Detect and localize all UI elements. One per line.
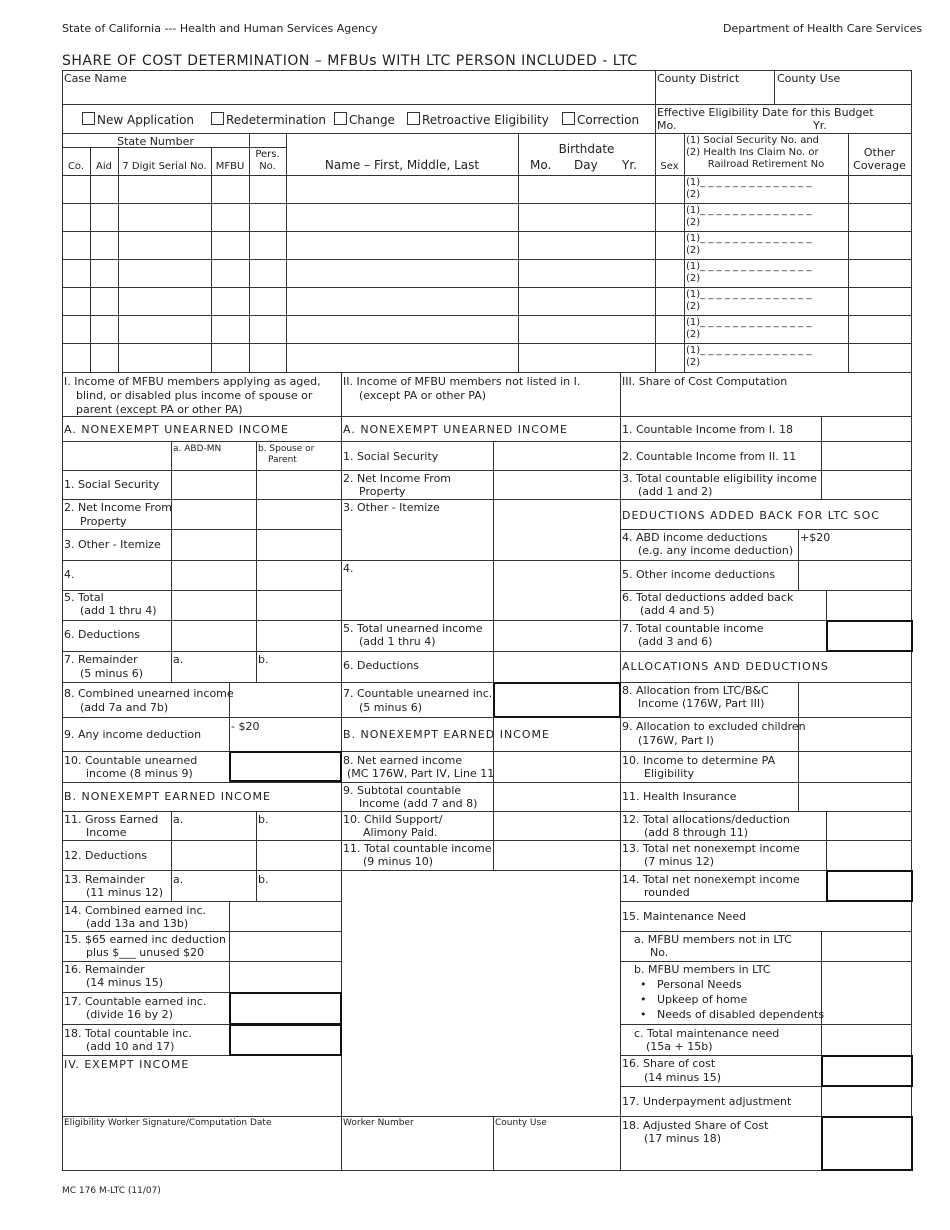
sec2-line-6: 6. Deductions [343,659,420,672]
checkbox-change[interactable] [334,112,395,127]
form-title: SHARE OF COST DETERMINATION – MFBUs WITH LTC PERSON INCLUDED - LTC [62,53,638,69]
sec1-line-11b: Income [86,826,127,839]
sec3-line-12b: (add 8 through 11) [644,826,748,839]
total-box-I-18[interactable] [229,1024,342,1056]
sec2-line-8: 8. Net earned income [343,754,463,767]
sec3-line-12: 12. Total allocations/deduction [622,813,790,826]
ssn-line[interactable]: (2) [686,217,701,228]
sec2-line-10: 10. Child Support/ [343,813,443,826]
col-coverage: Coverage [853,159,906,172]
sec3-line-14b: rounded [644,886,690,899]
checkbox-box[interactable] [334,112,347,125]
sec3-line-2: 2. Countable Income from II. 11 [622,450,797,463]
sec3-line-15a: a. MFBU members not in LTC [634,933,792,946]
state-number-header: State Number [117,135,194,148]
col-serial: 7 Digit Serial No. [122,161,207,172]
ssn-line[interactable]: (1)_ _ _ _ _ _ _ _ _ _ _ _ _ _ [686,261,812,272]
sec3-line-8b: Income (176W, Part III) [638,697,765,710]
col-co: Co. [67,161,85,172]
sec3-line-16: 16. Share of cost [622,1057,716,1070]
ssn-line[interactable]: (1)_ _ _ _ _ _ _ _ _ _ _ _ _ _ [686,205,812,216]
checkbox-box[interactable] [82,112,95,125]
sec3-line-18b: (17 minus 18) [644,1132,722,1145]
sec1-line-18b: (add 10 and 17) [86,1040,175,1053]
department-name: Department of Health Care Services [723,22,923,35]
sec2-line-5b: (add 1 thru 4) [359,635,436,648]
county-district-field[interactable] [657,86,771,102]
checkbox-new-application[interactable] [82,112,194,127]
effective-date-label: Effective Eligibility Date for this Budget [657,106,874,119]
exempt-income-heading: IV. EXEMPT INCOME [64,1058,190,1071]
bullet-text: Personal Needs [656,978,742,991]
ssn-line[interactable]: (1)_ _ _ _ _ _ _ _ _ _ _ _ _ _ [686,317,812,328]
signature-field[interactable] [64,1132,338,1166]
sec1-line-13b: (11 minus 12) [86,886,164,899]
sec3-title: III. Share of Cost Computation [622,375,788,388]
total-box-II-7[interactable] [493,682,621,718]
sec2-line-2b: Property [359,485,406,498]
sec2-line-7b: (5 minus 6) [359,701,423,714]
form-number: MC 176 M-LTC (11/07) [62,1186,161,1196]
sec1-11b: b. [258,813,269,826]
sec3-line-15a-no: No. [650,946,669,959]
sec2-line-8b: (MC 176W, Part IV, Line 11 [347,767,495,780]
sec2-title: II. Income of MFBU members not listed in I. [343,375,581,388]
sec1-13b: b. [258,873,269,886]
sec2-line-4: 4. [343,562,354,575]
sec3-line-11: 11. Health Insurance [622,790,737,803]
sec1-line-12: 12. Deductions [64,849,148,862]
sec3-line-5: 5. Other income deductions [622,568,776,581]
sec1-line-8: 8. Combined unearned income [64,687,234,700]
sec3-line-18: 18. Adjusted Share of Cost [622,1119,769,1132]
checkbox-label: New Application [97,113,195,127]
sec1-unearned-heading: A. NONEXEMPT UNEARNED INCOME [64,423,290,436]
col-birth-mo: Mo. [530,158,552,172]
col-aid: Aid [96,161,112,172]
col-birth-yr: Yr. [622,158,637,172]
sec3-line-8: 8. Allocation from LTC/B&C [622,684,769,697]
col-birthdate: Birthdate [558,142,615,156]
sec1-line-16b: (14 minus 15) [86,976,164,989]
col-sex: Sex [660,161,679,172]
sec2-earned-heading: B. NONEXEMPT EARNED INCOME [343,728,550,741]
sec3-line-7b: (add 3 and 6) [638,635,713,648]
sec3-line-10b: Eligibility [644,767,695,780]
sec3-line-1: 1. Countable Income from I. 18 [622,423,794,436]
sec1-col-b: b. Spouse or [258,444,315,454]
sec1-line-7: 7. Remainder [64,653,138,666]
sec1-line-9-value: - $20 [231,720,260,733]
checkbox-retroactive-eligibility[interactable] [407,112,549,127]
sec3-line-6: 6. Total deductions added back [622,591,794,604]
county-use-label-footer: County Use [495,1118,547,1128]
col-pers: Pers. [255,149,280,160]
checkbox-label: Change [349,113,395,127]
sec3-deductions-heading: DEDUCTIONS ADDED BACK FOR LTC SOC [622,509,880,522]
sec3-line-7: 7. Total countable income [622,622,764,635]
checkbox-label: Correction [577,113,640,127]
sec1-line-17b: (divide 16 by 2) [86,1008,173,1021]
sec1-7b: b. [258,653,269,666]
checkbox-box[interactable] [211,112,224,125]
sec3-line-15c-b: (15a + 15b) [646,1040,713,1053]
total-box-I-10[interactable] [229,751,342,782]
sec2-line-3: 3. Other - Itemize [343,501,440,514]
sec3-line-4-value: +$20 [800,531,831,544]
effective-date-mo: Mo. [657,119,677,132]
sec1-13a: a. [173,873,184,886]
sec2-line-11: 11. Total countable income [343,842,492,855]
col-mfbu: MFBU [215,161,245,172]
sec3-line-3b: (add 1 and 2) [638,485,713,498]
effective-date-yr: Yr. [813,119,827,132]
sec1-line-11: 11. Gross Earned [64,813,159,826]
sec3-line-4: 4. ABD income deductions [622,531,768,544]
col-other: Other [863,146,896,159]
sec3-line-4b: (e.g. any income deduction) [638,544,794,557]
col-name: Name – First, Middle, Last [324,158,480,172]
agency-name: State of California --- Health and Human Services Agency [62,22,378,35]
sec3-line-17: 17. Underpayment adjustment [622,1095,792,1108]
bullet-text: Upkeep of home [656,993,748,1006]
sec2-line-9b: Income (add 7 and 8) [359,797,478,810]
checkbox-box[interactable] [562,112,575,125]
worker-number-label: Worker Number [343,1118,414,1128]
sec3-line-15: 15. Maintenance Need [622,910,747,923]
ssn-line[interactable]: (2) [686,357,701,368]
bullet-dependents: • Needs of disabled dependents [640,1008,825,1021]
sec3-line-6b: (add 4 and 5) [640,604,715,617]
sec2-line-11b: (9 minus 10) [363,855,434,868]
ssn-line[interactable]: (2) [686,273,701,284]
col-ssn-2: (2) Health Ins Claim No. or [686,147,819,158]
sec1-line-8b: (add 7a and 7b) [80,701,169,714]
bullet-text: Needs of disabled dependents [656,1008,825,1021]
county-use-label: County Use [777,72,841,85]
bullet-personal-needs: • Personal Needs [640,978,742,991]
case-name-field[interactable] [64,86,652,102]
sec2-line-10b: Alimony Paid. [363,826,438,839]
sec3-line-13b: (7 minus 12) [644,855,715,868]
sec3-line-13: 13. Total net nonexempt income [622,842,800,855]
sec1-line-5: 5. Total [64,591,104,604]
sec1-7a: a. [173,653,184,666]
sec3-line-14: 14. Total net nonexempt income [622,873,800,886]
sec1-line-16: 16. Remainder [64,963,145,976]
sec3-line-9b: (176W, Part I) [638,734,714,747]
checkbox-label: Retroactive Eligibility [422,113,549,127]
checkbox-box[interactable] [407,112,420,125]
sec1-line-7b: (5 minus 6) [80,667,144,680]
sec1-line-10: 10. Countable unearned [64,754,198,767]
sec1-col-a: a. ABD-MN [173,444,222,454]
sec3-line-15c: c. Total maintenance need [634,1027,780,1040]
signature-label: Eligibility Worker Signature/Computation Date [64,1118,272,1128]
sec3-line-3: 3. Total countable eligibility income [622,472,817,485]
sec1-line-2b: Property [80,515,127,528]
sec2-line-7: 7. Countable unearned inc. [343,687,493,700]
sec3-allocations-heading: ALLOCATIONS AND DEDUCTIONS [622,660,829,673]
checkbox-redetermination[interactable] [211,112,326,127]
sec1-line-3: 3. Other - Itemize [64,538,161,551]
sec3-line-16b: (14 minus 15) [644,1071,722,1084]
sec1-earned-heading: B. NONEXEMPT EARNED INCOME [64,790,271,803]
sec1-line-1: 1. Social Security [64,478,160,491]
sec2-line-9: 9. Subtotal countable [343,784,462,797]
total-box-III-18[interactable] [821,1116,913,1171]
sec2-line-2: 2. Net Income From [343,472,452,485]
sec1-line-15: 15. $65 earned inc deduction [64,933,226,946]
total-box-III-7[interactable] [826,620,913,652]
sec2-unearned-heading: A. NONEXEMPT UNEARNED INCOME [343,423,569,436]
total-box-I-17[interactable] [229,992,342,1025]
sec2-line-5: 5. Total unearned income [343,622,483,635]
ssn-line[interactable]: (2) [686,329,701,340]
sec1-line-4: 4. [64,568,75,581]
sec1-title: I. Income of MFBU members applying as aged, [64,375,321,388]
sec2-title-2: (except PA or other PA) [359,389,487,402]
col-ssn-3: Railroad Retirement No [707,159,825,170]
sec1-line-15b: plus $___ unused $20 [86,946,205,959]
sec1-line-9: 9. Any income deduction [64,728,202,741]
sec1-line-2: 2. Net Income From [64,501,173,514]
sec1-col-b-2: Parent [268,455,297,465]
sec1-line-10b: income (8 minus 9) [86,767,193,780]
sec1-11a: a. [173,813,184,826]
ssn-line[interactable]: (1)_ _ _ _ _ _ _ _ _ _ _ _ _ _ [686,233,812,244]
checkbox-correction[interactable] [562,112,639,127]
sec1-line-6: 6. Deductions [64,628,141,641]
col-pers-no: No. [259,161,276,172]
ssn-line[interactable]: (1)_ _ _ _ _ _ _ _ _ _ _ _ _ _ [686,289,812,300]
col-ssn-1: (1) Social Security No. and [686,135,820,146]
worker-number-field[interactable] [343,1132,489,1166]
sec2-line-1: 1. Social Security [343,450,439,463]
checkbox-label: Redetermination [226,113,326,127]
sec1-line-14b: (add 13a and 13b) [86,917,189,930]
bullet-upkeep: • Upkeep of home [640,993,748,1006]
sec1-line-14: 14. Combined earned inc. [64,904,207,917]
sec1-line-5b: (add 1 thru 4) [80,604,157,617]
ssn-line[interactable]: (1)_ _ _ _ _ _ _ _ _ _ _ _ _ _ [686,345,812,356]
total-box-III-16[interactable] [821,1055,913,1087]
county-district-label: County District [657,72,740,85]
sec1-title-2: blind, or disabled plus income of spouse or [76,389,313,402]
ssn-line[interactable]: (2) [686,301,701,312]
sec3-line-15b: b. MFBU members in LTC [634,963,771,976]
ssn-line[interactable]: (2) [686,245,701,256]
sec1-line-13: 13. Remainder [64,873,145,886]
col-birth-day: Day [574,158,598,172]
sec3-line-9: 9. Allocation to excluded children [622,720,806,733]
total-box-III-14[interactable] [826,870,913,902]
ssn-line[interactable]: (1)_ _ _ _ _ _ _ _ _ _ _ _ _ _ [686,177,812,188]
case-name-label: Case Name [64,72,127,85]
sec1-line-18: 18. Total countable inc. [64,1027,192,1040]
sec1-line-17: 17. Countable earned inc. [64,995,207,1008]
ssn-line[interactable]: (2) [686,189,701,200]
sec3-line-10: 10. Income to determine PA [622,754,776,767]
sec1-title-3: parent (except PA or other PA) [76,403,243,416]
